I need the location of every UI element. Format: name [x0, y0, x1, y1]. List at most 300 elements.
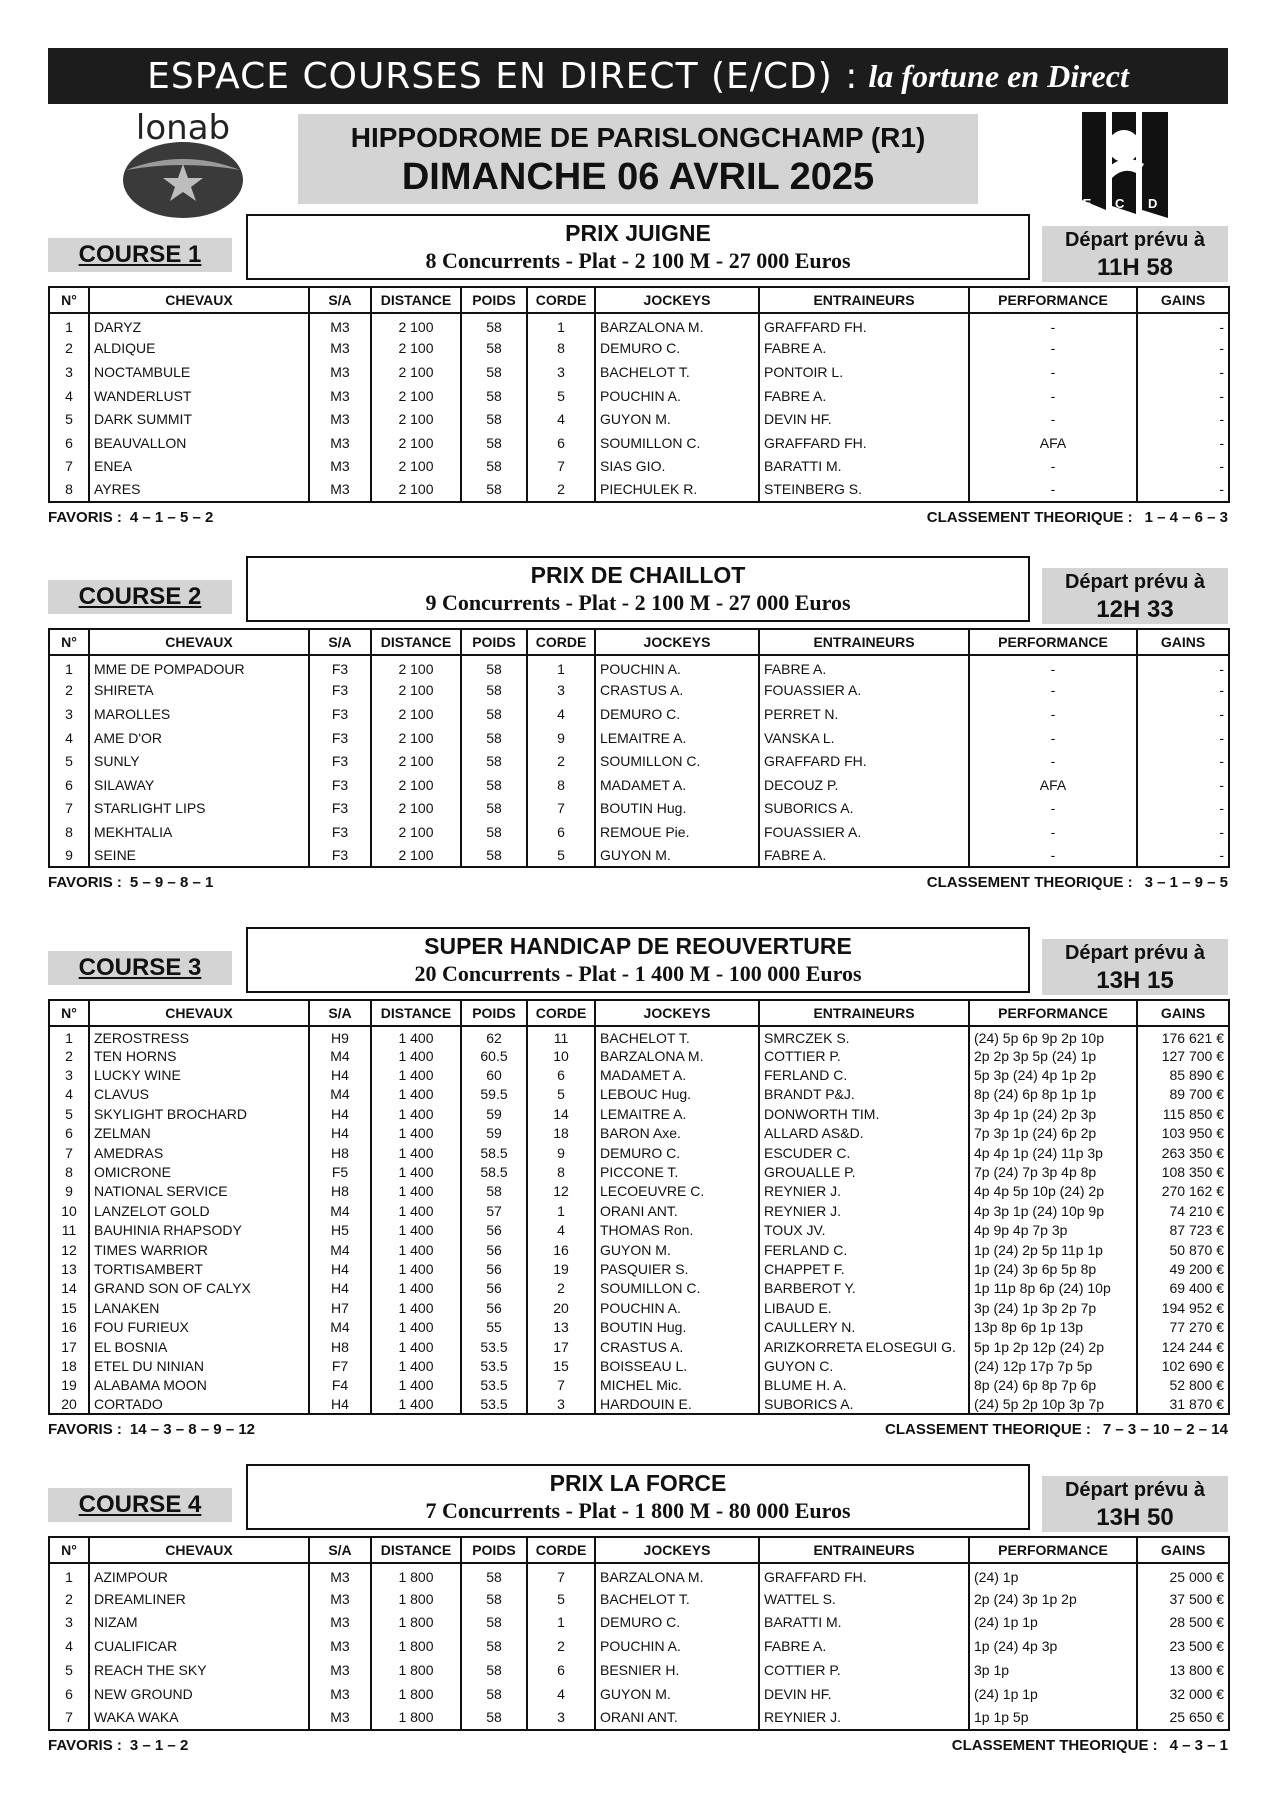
- table-cell: WATTEL S.: [759, 1587, 969, 1611]
- race-title-box: [246, 214, 1030, 280]
- table-cell: 58: [461, 431, 527, 455]
- table-cell: 4: [527, 407, 595, 431]
- column-header: JOCKEYS: [595, 1000, 759, 1026]
- table-cell: F3: [309, 655, 371, 679]
- table-cell: H4: [309, 1124, 371, 1143]
- table-cell: GRAFFARD FH.: [759, 431, 969, 455]
- table-cell: M3: [309, 478, 371, 502]
- table-cell: WANDERLUST: [89, 384, 309, 408]
- table-row: [49, 313, 1229, 337]
- table-cell: 3: [49, 702, 89, 726]
- column-header: S/A: [309, 1000, 371, 1026]
- table-row: [49, 1143, 1229, 1162]
- table-cell: NOCTAMBULE: [89, 360, 309, 384]
- table-cell: GUYON C.: [759, 1356, 969, 1375]
- table-cell: 2 100: [371, 679, 461, 703]
- table-row: [49, 655, 1229, 679]
- table-cell: 8: [527, 773, 595, 797]
- table-cell: (24) 12p 17p 7p 5p: [969, 1356, 1137, 1375]
- table-cell: 58: [461, 820, 527, 844]
- table-cell: 52 800 €: [1137, 1376, 1229, 1395]
- table-cell: M4: [309, 1201, 371, 1220]
- table-cell: -: [1137, 431, 1229, 455]
- table-cell: H4: [309, 1395, 371, 1414]
- table-cell: 59.5: [461, 1085, 527, 1104]
- table-cell: POUCHIN A.: [595, 384, 759, 408]
- header-banner: [48, 48, 1228, 104]
- table-cell: 58: [461, 1587, 527, 1611]
- table-cell: 1 400: [371, 1298, 461, 1317]
- table-cell: M3: [309, 360, 371, 384]
- table-cell: 6: [527, 1658, 595, 1682]
- table-cell: M3: [309, 1658, 371, 1682]
- table-row: [49, 1317, 1229, 1336]
- table-cell: 13p 8p 6p 1p 13p: [969, 1317, 1137, 1336]
- table-cell: 89 700 €: [1137, 1085, 1229, 1104]
- table-cell: 2: [49, 1046, 89, 1065]
- table-cell: 6: [527, 820, 595, 844]
- column-header: GAINS: [1137, 287, 1229, 313]
- table-cell: M3: [309, 1563, 371, 1587]
- table-cell: CORTADO: [89, 1395, 309, 1414]
- table-cell: SIAS GIO.: [595, 455, 759, 479]
- table-cell: 5: [527, 1085, 595, 1104]
- table-cell: 5: [527, 844, 595, 868]
- classement-value: 4 – 3 – 1: [1169, 1736, 1228, 1754]
- table-cell: 176 621 €: [1137, 1026, 1229, 1046]
- table-cell: AFA: [969, 431, 1137, 455]
- table-cell: 11: [49, 1221, 89, 1240]
- table-cell: THOMAS Ron.: [595, 1221, 759, 1240]
- depart-box: [1042, 568, 1228, 624]
- table-cell: 2: [527, 1279, 595, 1298]
- table-cell: 1: [527, 1611, 595, 1635]
- table-cell: -: [969, 679, 1137, 703]
- table-cell: MEKHTALIA: [89, 820, 309, 844]
- table-cell: 194 952 €: [1137, 1298, 1229, 1317]
- table-cell: BARZALONA M.: [595, 313, 759, 337]
- column-header: N°: [49, 1000, 89, 1026]
- table-cell: GUYON M.: [595, 1682, 759, 1706]
- table-cell: 1 800: [371, 1634, 461, 1658]
- table-cell: 58: [461, 749, 527, 773]
- table-cell: 58: [461, 313, 527, 337]
- column-header: JOCKEYS: [595, 1537, 759, 1563]
- table-cell: 4p 3p 1p (24) 10p 9p: [969, 1201, 1137, 1220]
- table-cell: M3: [309, 384, 371, 408]
- table-cell: 1p 1p 5p: [969, 1706, 1137, 1730]
- table-row: [49, 1337, 1229, 1356]
- table-cell: 25 000 €: [1137, 1563, 1229, 1587]
- table-row: [49, 1221, 1229, 1240]
- table-cell: 4p 4p 5p 10p (24) 2p: [969, 1182, 1137, 1201]
- table-cell: F5: [309, 1162, 371, 1181]
- table-cell: 85 890 €: [1137, 1065, 1229, 1084]
- table-cell: 8p (24) 6p 8p 7p 6p: [969, 1376, 1137, 1395]
- table-cell: M4: [309, 1317, 371, 1336]
- table-cell: CHAPPET F.: [759, 1259, 969, 1278]
- table-cell: 1 800: [371, 1682, 461, 1706]
- table-row: [49, 820, 1229, 844]
- column-header: POIDS: [461, 287, 527, 313]
- table-cell: ARIZKORRETA ELOSEGUI G.: [759, 1337, 969, 1356]
- race-details: 20 Concurrents - Plat - 1 400 M - 100 000 Euros: [414, 961, 862, 986]
- favoris: [48, 509, 213, 526]
- table-cell: M3: [309, 1587, 371, 1611]
- table-cell: 7: [49, 797, 89, 821]
- race-name: PRIX LA FORCE: [549, 1470, 727, 1496]
- table-cell: COTTIER P.: [759, 1046, 969, 1065]
- column-header: ENTRAINEURS: [759, 629, 969, 655]
- table-cell: H9: [309, 1026, 371, 1046]
- table-cell: FERLAND C.: [759, 1240, 969, 1259]
- table-cell: 6: [49, 1124, 89, 1143]
- table-cell: M3: [309, 1634, 371, 1658]
- column-header: PERFORMANCE: [969, 1537, 1137, 1563]
- table-cell: 58: [461, 1182, 527, 1201]
- table-cell: 5: [527, 1587, 595, 1611]
- table-cell: FABRE A.: [759, 337, 969, 361]
- table-cell: -: [1137, 797, 1229, 821]
- classement-label: CLASSEMENT THEORIQUE :: [951, 1736, 1158, 1754]
- table-cell: -: [969, 844, 1137, 868]
- table-cell: 57: [461, 1201, 527, 1220]
- course-number: COURSE 2: [78, 583, 202, 610]
- column-header: DISTANCE: [371, 287, 461, 313]
- table-cell: CRASTUS A.: [595, 679, 759, 703]
- table-cell: REMOUE Pie.: [595, 820, 759, 844]
- table-cell: -: [1137, 726, 1229, 750]
- table-row: [49, 1259, 1229, 1278]
- column-header: N°: [49, 1537, 89, 1563]
- table-cell: 8p (24) 6p 8p 1p 1p: [969, 1085, 1137, 1104]
- favoris-value: 5 – 9 – 8 – 1: [129, 874, 214, 892]
- table-cell: GROUALLE P.: [759, 1162, 969, 1181]
- column-header: DISTANCE: [371, 1000, 461, 1026]
- depart-label: Départ prévu à: [1064, 571, 1206, 593]
- table-cell: -: [969, 478, 1137, 502]
- table-row: [49, 1298, 1229, 1317]
- table-cell: AFA: [969, 773, 1137, 797]
- table-cell: BRANDT P&J.: [759, 1085, 969, 1104]
- runners-table: [48, 1536, 1230, 1731]
- depart-time: 12H 33: [1096, 596, 1174, 623]
- column-header: ENTRAINEURS: [759, 1537, 969, 1563]
- table-cell: MADAMET A.: [595, 1065, 759, 1084]
- table-cell: DEMURO C.: [595, 702, 759, 726]
- table-cell: F3: [309, 679, 371, 703]
- table-row: [49, 1587, 1229, 1611]
- column-header: CHEVAUX: [89, 1000, 309, 1026]
- table-cell: F3: [309, 820, 371, 844]
- table-cell: 7: [527, 1563, 595, 1587]
- table-cell: 1 400: [371, 1356, 461, 1375]
- table-cell: 58: [461, 478, 527, 502]
- table-cell: PIECHULEK R.: [595, 478, 759, 502]
- table-cell: 2p 2p 3p 5p (24) 1p: [969, 1046, 1137, 1065]
- table-cell: NIZAM: [89, 1611, 309, 1635]
- table-row: [49, 431, 1229, 455]
- table-cell: FOUASSIER A.: [759, 820, 969, 844]
- table-cell: 58.5: [461, 1143, 527, 1162]
- table-cell: ORANI ANT.: [595, 1201, 759, 1220]
- table-cell: AME D'OR: [89, 726, 309, 750]
- table-cell: 8: [49, 478, 89, 502]
- table-row: [49, 1634, 1229, 1658]
- table-cell: 5: [49, 1658, 89, 1682]
- table-cell: SOUMILLON C.: [595, 749, 759, 773]
- depart-time: 13H 50: [1096, 1504, 1174, 1531]
- depart-box: [1042, 939, 1228, 995]
- classement-value: 3 – 1 – 9 – 5: [1144, 874, 1228, 892]
- table-cell: 8: [49, 1162, 89, 1181]
- table-cell: -: [969, 797, 1137, 821]
- race-name: PRIX DE CHAILLOT: [530, 562, 746, 588]
- favoris-label: FAVORIS :: [48, 874, 122, 892]
- column-header: ENTRAINEURS: [759, 1000, 969, 1026]
- table-cell: 53.5: [461, 1395, 527, 1414]
- table-cell: 2 100: [371, 749, 461, 773]
- table-cell: SILAWAY: [89, 773, 309, 797]
- column-header: GAINS: [1137, 1537, 1229, 1563]
- table-cell: 19: [49, 1376, 89, 1395]
- classement-theorique: [885, 1421, 1228, 1438]
- column-header: S/A: [309, 629, 371, 655]
- table-cell: -: [1137, 384, 1229, 408]
- table-cell: POUCHIN A.: [595, 1298, 759, 1317]
- table-cell: 115 850 €: [1137, 1104, 1229, 1123]
- table-cell: F3: [309, 726, 371, 750]
- favoris: [48, 1421, 255, 1438]
- table-row: [49, 1682, 1229, 1706]
- table-cell: 1p (24) 4p 3p: [969, 1634, 1137, 1658]
- table-row: [49, 702, 1229, 726]
- table-cell: -: [969, 313, 1137, 337]
- table-cell: 1 800: [371, 1611, 461, 1635]
- race-details: 8 Concurrents - Plat - 2 100 M - 27 000 Euros: [425, 248, 851, 273]
- table-cell: 58: [461, 679, 527, 703]
- table-cell: 2 100: [371, 384, 461, 408]
- table-cell: CLAVUS: [89, 1085, 309, 1104]
- table-cell: 1: [527, 313, 595, 337]
- table-cell: BAUHINIA RHAPSODY: [89, 1221, 309, 1240]
- table-cell: F3: [309, 797, 371, 821]
- table-header-row: [49, 629, 1229, 655]
- table-cell: 1 400: [371, 1259, 461, 1278]
- course-number: COURSE 4: [78, 1491, 202, 1518]
- table-cell: TEN HORNS: [89, 1046, 309, 1065]
- classement-theorique: [927, 874, 1228, 891]
- table-cell: 6: [527, 1065, 595, 1084]
- table-cell: 102 690 €: [1137, 1356, 1229, 1375]
- column-header: ENTRAINEURS: [759, 287, 969, 313]
- column-header: CORDE: [527, 629, 595, 655]
- table-cell: FOUASSIER A.: [759, 679, 969, 703]
- table-cell: 58: [461, 773, 527, 797]
- table-cell: FABRE A.: [759, 1634, 969, 1658]
- table-cell: 58: [461, 1611, 527, 1635]
- favoris-label: FAVORIS :: [48, 1421, 122, 1438]
- ecd-logo: [1078, 108, 1172, 218]
- table-cell: -: [1137, 749, 1229, 773]
- table-cell: 6: [49, 1682, 89, 1706]
- depart-label: Départ prévu à: [1064, 942, 1206, 964]
- table-cell: SOUMILLON C.: [595, 431, 759, 455]
- table-cell: M3: [309, 1611, 371, 1635]
- table-cell: 7p 3p 1p (24) 6p 2p: [969, 1124, 1137, 1143]
- table-cell: -: [969, 820, 1137, 844]
- table-cell: M4: [309, 1085, 371, 1104]
- table-cell: 56: [461, 1298, 527, 1317]
- column-header: CHEVAUX: [89, 629, 309, 655]
- classement-theorique: [927, 509, 1228, 526]
- table-cell: 19: [527, 1259, 595, 1278]
- table-cell: REYNIER J.: [759, 1201, 969, 1220]
- table-cell: 49 200 €: [1137, 1259, 1229, 1278]
- table-cell: SUBORICS A.: [759, 797, 969, 821]
- column-header: POIDS: [461, 629, 527, 655]
- table-cell: STEINBERG S.: [759, 478, 969, 502]
- table-row: [49, 1658, 1229, 1682]
- table-cell: BLUME H. A.: [759, 1376, 969, 1395]
- table-cell: -: [969, 455, 1137, 479]
- classement-label: CLASSEMENT THEORIQUE :: [926, 508, 1133, 526]
- table-cell: 58.5: [461, 1162, 527, 1181]
- table-cell: 12: [49, 1240, 89, 1259]
- table-cell: COTTIER P.: [759, 1658, 969, 1682]
- table-row: [49, 1162, 1229, 1181]
- race-title-box: [246, 556, 1030, 622]
- table-row: [49, 1046, 1229, 1065]
- table-cell: 2: [527, 749, 595, 773]
- table-cell: 55: [461, 1317, 527, 1336]
- table-cell: -: [1137, 655, 1229, 679]
- table-cell: BACHELOT T.: [595, 1587, 759, 1611]
- table-cell: 2: [527, 478, 595, 502]
- table-cell: 1: [527, 1201, 595, 1220]
- table-cell: MICHEL Mic.: [595, 1376, 759, 1395]
- table-cell: 12: [527, 1182, 595, 1201]
- table-cell: 4: [49, 1085, 89, 1104]
- table-cell: LIBAUD E.: [759, 1298, 969, 1317]
- table-cell: BARZALONA M.: [595, 1563, 759, 1587]
- table-cell: ALLARD AS&D.: [759, 1124, 969, 1143]
- table-cell: M3: [309, 1682, 371, 1706]
- banner-title: ESPACE COURSES EN DIRECT (E/CD) :: [147, 55, 859, 97]
- table-cell: 1 800: [371, 1658, 461, 1682]
- table-cell: M3: [309, 455, 371, 479]
- table-cell: DARYZ: [89, 313, 309, 337]
- table-cell: F4: [309, 1376, 371, 1395]
- table-cell: 1 400: [371, 1395, 461, 1414]
- table-cell: 10: [49, 1201, 89, 1220]
- logo-text: lonab: [135, 108, 231, 148]
- table-cell: 2 100: [371, 726, 461, 750]
- table-cell: 1 400: [371, 1143, 461, 1162]
- table-cell: 1: [49, 1026, 89, 1046]
- table-cell: HARDOUIN E.: [595, 1395, 759, 1414]
- runners-table: [48, 999, 1230, 1415]
- column-header: S/A: [309, 287, 371, 313]
- favoris: [48, 1737, 188, 1754]
- table-cell: SHIRETA: [89, 679, 309, 703]
- runners-table: [48, 286, 1230, 503]
- table-cell: BACHELOT T.: [595, 1026, 759, 1046]
- table-row: [49, 360, 1229, 384]
- favoris: [48, 874, 213, 891]
- table-cell: 2: [527, 1634, 595, 1658]
- table-cell: AZIMPOUR: [89, 1563, 309, 1587]
- table-cell: NATIONAL SERVICE: [89, 1182, 309, 1201]
- table-row: [49, 455, 1229, 479]
- table-row: [49, 1104, 1229, 1123]
- table-cell: -: [969, 655, 1137, 679]
- table-cell: BARBEROT Y.: [759, 1279, 969, 1298]
- table-cell: FABRE A.: [759, 655, 969, 679]
- table-cell: 7: [49, 1706, 89, 1730]
- table-cell: 13: [49, 1259, 89, 1278]
- table-cell: 17: [49, 1337, 89, 1356]
- table-cell: (24) 5p 6p 9p 2p 10p: [969, 1026, 1137, 1046]
- race-name: SUPER HANDICAP DE REOUVERTURE: [424, 933, 852, 959]
- table-cell: H4: [309, 1104, 371, 1123]
- table-cell: F7: [309, 1356, 371, 1375]
- table-cell: 7: [527, 797, 595, 821]
- table-cell: 1 400: [371, 1376, 461, 1395]
- table-cell: 2 100: [371, 844, 461, 868]
- table-cell: M3: [309, 407, 371, 431]
- column-header: JOCKEYS: [595, 629, 759, 655]
- table-row: [49, 749, 1229, 773]
- table-cell: 14: [527, 1104, 595, 1123]
- table-cell: 127 700 €: [1137, 1046, 1229, 1065]
- table-cell: 53.5: [461, 1356, 527, 1375]
- table-cell: M3: [309, 1706, 371, 1730]
- table-cell: 58: [461, 1563, 527, 1587]
- table-cell: -: [969, 337, 1137, 361]
- table-cell: 4: [49, 726, 89, 750]
- table-cell: 13 800 €: [1137, 1658, 1229, 1682]
- table-cell: 58: [461, 407, 527, 431]
- table-cell: -: [969, 726, 1137, 750]
- table-cell: 8: [527, 337, 595, 361]
- table-cell: 5: [49, 749, 89, 773]
- table-cell: MME DE POMPADOUR: [89, 655, 309, 679]
- column-header: POIDS: [461, 1000, 527, 1026]
- course-label: [48, 238, 232, 272]
- table-cell: 4p 9p 4p 7p 3p: [969, 1221, 1137, 1240]
- table-cell: 124 244 €: [1137, 1337, 1229, 1356]
- table-cell: 4: [49, 1634, 89, 1658]
- race-details: 9 Concurrents - Plat - 2 100 M - 27 000 Euros: [425, 590, 851, 615]
- table-cell: 53.5: [461, 1376, 527, 1395]
- table-cell: 1 400: [371, 1085, 461, 1104]
- column-header: CHEVAUX: [89, 1537, 309, 1563]
- table-cell: 263 350 €: [1137, 1143, 1229, 1162]
- table-cell: GUYON M.: [595, 844, 759, 868]
- table-cell: 58: [461, 797, 527, 821]
- table-cell: 20: [49, 1395, 89, 1414]
- course-label: [48, 1488, 232, 1522]
- table-cell: 5p 3p (24) 4p 1p 2p: [969, 1065, 1137, 1084]
- table-cell: 77 270 €: [1137, 1317, 1229, 1336]
- table-cell: GUYON M.: [595, 1240, 759, 1259]
- table-cell: H5: [309, 1221, 371, 1240]
- table-row: [49, 1124, 1229, 1143]
- column-header: PERFORMANCE: [969, 287, 1137, 313]
- table-cell: 2 100: [371, 820, 461, 844]
- table-cell: 4p 4p 1p (24) 11p 3p: [969, 1143, 1137, 1162]
